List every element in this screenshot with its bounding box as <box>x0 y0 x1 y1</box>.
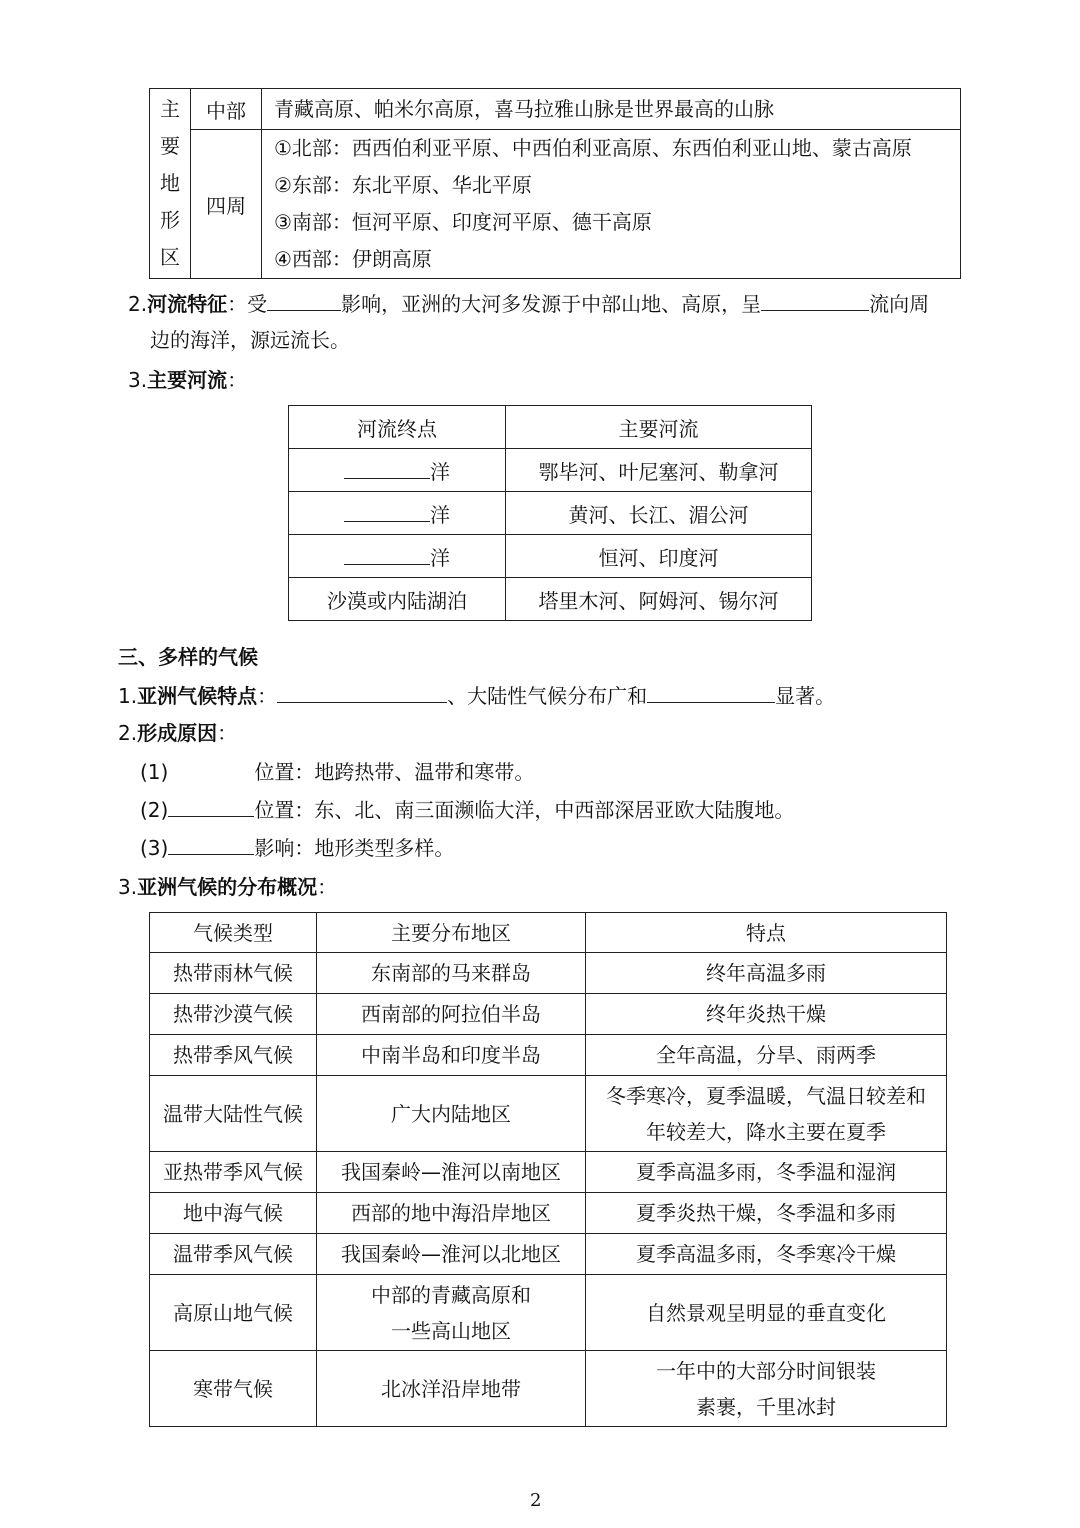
table-row <box>150 1152 947 1193</box>
table-row <box>289 578 812 621</box>
surrounding-label: 四周 <box>191 130 262 279</box>
table-row <box>150 1234 947 1275</box>
item-title: 主要河流 <box>147 368 228 392</box>
climate-type-cell: 热带雨林气候 <box>150 953 317 994</box>
surrounding-line: ①北部：西西伯利亚平原、中西伯利亚高原、东西伯利亚山地、蒙古高原 <box>274 136 912 160</box>
climate-type-cell: 高原山地气候 <box>150 1275 317 1351</box>
terrain-table <box>149 88 961 279</box>
item-number: 3. <box>128 368 148 392</box>
region-cell <box>317 1351 586 1427</box>
feature-line: 终年炎热干燥 <box>706 1002 826 1026</box>
table-row <box>289 492 812 535</box>
causes-heading <box>118 718 237 748</box>
feature-line: 年较差大，降水主要在夏季 <box>646 1119 886 1144</box>
surrounding-line: ②东部：东北平原、华北平原 <box>274 173 532 197</box>
item-number: 2. <box>118 721 138 745</box>
surrounding-text <box>262 130 961 279</box>
fill-blank[interactable] <box>277 680 447 703</box>
region-line: 中部的青藏高原和 <box>371 1282 531 1307</box>
item-title: 河流特征 <box>147 292 228 316</box>
item-number: 2. <box>128 292 148 316</box>
feature-line: 夏季炎热干燥，冬季温和多雨 <box>636 1201 896 1225</box>
river-end-cell: 沙漠或内陆湖泊 <box>289 578 506 621</box>
climate-type-cell: 热带沙漠气候 <box>150 994 317 1035</box>
region-cell <box>317 1076 586 1152</box>
climate-type-cell: 温带大陆性气候 <box>150 1076 317 1152</box>
fill-blank[interactable] <box>761 288 869 311</box>
feature-cell <box>586 953 947 994</box>
climate-type-cell: 寒带气候 <box>150 1351 317 1427</box>
fill-blank[interactable] <box>344 542 430 565</box>
table-row <box>150 1035 947 1076</box>
table-row <box>289 535 812 578</box>
region-line: 我国秦岭—淮河以南地区 <box>341 1160 561 1184</box>
text-fragment: ： <box>217 721 238 745</box>
region-line: 中南半岛和印度半岛 <box>361 1043 541 1067</box>
river-end-cell <box>289 449 506 492</box>
region-line: 广大内陆地区 <box>391 1101 511 1126</box>
cause-number: (2) <box>140 798 169 822</box>
terrain-row-header <box>150 89 191 279</box>
row-header-char: 要 <box>160 134 180 158</box>
climate-table <box>149 912 947 1427</box>
rivers-table <box>288 405 812 621</box>
river-end-cell <box>289 492 506 535</box>
region-cell <box>317 1035 586 1076</box>
text-fragment: ： <box>317 875 338 899</box>
row-header-char: 区 <box>160 245 180 269</box>
header-cell: 主要分布地区 <box>317 913 586 953</box>
feature-line: 一年中的大部分时间银装 <box>656 1358 876 1383</box>
region-cell <box>317 1234 586 1275</box>
river-names-cell: 黄河、长江、湄公河 <box>506 492 812 535</box>
cause-text: 位置：地跨热带、温带和寒带。 <box>254 760 535 784</box>
ocean-suffix: 洋 <box>430 459 450 484</box>
table-row <box>150 1351 947 1427</box>
distribution-heading <box>118 872 337 902</box>
cause-line <box>140 832 454 863</box>
feature-cell <box>586 1351 947 1427</box>
feature-line: 夏季高温多雨，冬季温和湿润 <box>636 1160 896 1184</box>
feature-line: 夏季高温多雨，冬季寒冷干燥 <box>636 1242 896 1266</box>
fill-blank[interactable] <box>267 288 341 311</box>
cause-number: (3) <box>140 836 169 860</box>
climate-type-cell: 热带季风气候 <box>150 1035 317 1076</box>
climate-type-cell: 地中海气候 <box>150 1193 317 1234</box>
ocean-suffix: 洋 <box>430 502 450 527</box>
climate-type-cell: 温带季风气候 <box>150 1234 317 1275</box>
river-names-cell: 塔里木河、阿姆河、锡尔河 <box>506 578 812 621</box>
row-header-char: 地 <box>160 171 180 195</box>
central-label: 中部 <box>191 89 262 130</box>
river-names-cell: 恒河、印度河 <box>506 535 812 578</box>
region-line: 东南部的马来群岛 <box>371 961 531 985</box>
cause-number: (1) <box>140 760 169 784</box>
region-cell <box>317 953 586 994</box>
climate-feature-line <box>118 680 835 711</box>
table-row <box>150 1193 947 1234</box>
feature-cell <box>586 1275 947 1351</box>
surrounding-line: ③南部：恒河平原、印度河平原、德干高原 <box>274 210 652 234</box>
feature-cell <box>586 994 947 1035</box>
item-title: 形成原因 <box>137 721 218 745</box>
climate-type-cell: 亚热带季风气候 <box>150 1152 317 1193</box>
item-number: 1. <box>118 684 138 708</box>
item-number: 3. <box>118 875 138 899</box>
feature-line: 全年高温，分旱、雨两季 <box>656 1043 876 1067</box>
header-cell: 气候类型 <box>150 913 317 953</box>
feature-line: 自然景观呈明显的垂直变化 <box>646 1300 886 1325</box>
table-row <box>150 953 947 994</box>
surrounding-line: ④西部：伊朗高原 <box>274 247 432 271</box>
river-end-cell <box>289 535 506 578</box>
text-fragment: ： <box>227 368 248 392</box>
text-fragment: ： <box>257 684 278 708</box>
cause-line <box>140 794 794 825</box>
text-fragment: 流向周 <box>869 292 930 316</box>
row-header-char: 主 <box>160 97 180 121</box>
table-row <box>150 994 947 1035</box>
page-number: 2 <box>530 1490 542 1511</box>
feature-cell <box>586 1152 947 1193</box>
header-cell: 主要河流 <box>506 406 812 449</box>
feature-line: 素裹，千里冰封 <box>696 1394 836 1419</box>
river-feature-line1 <box>128 288 929 319</box>
row-header-char: 形 <box>160 208 180 232</box>
region-line: 我国秦岭—淮河以北地区 <box>341 1242 561 1266</box>
main-rivers-heading <box>128 365 247 395</box>
table-row <box>150 1275 947 1351</box>
item-title: 亚洲气候特点 <box>137 684 258 708</box>
table-row <box>289 449 812 492</box>
region-line: 北冰洋沿岸地带 <box>381 1376 521 1401</box>
fill-blank[interactable] <box>168 832 254 855</box>
cause-line <box>140 756 534 787</box>
region-cell <box>317 1152 586 1193</box>
feature-cell <box>586 1076 947 1152</box>
feature-cell <box>586 1234 947 1275</box>
item-title: 亚洲气候的分布概况 <box>137 875 318 899</box>
text-fragment: 影响，亚洲的大河多发源于中部山地、高原，呈 <box>341 292 762 316</box>
fill-blank[interactable] <box>168 794 254 817</box>
central-text: 青藏高原、帕米尔高原，喜马拉雅山脉是世界最高的山脉 <box>262 89 961 130</box>
feature-cell <box>586 1193 947 1234</box>
fill-blank[interactable] <box>168 756 254 779</box>
fill-blank[interactable] <box>647 680 775 703</box>
fill-blank[interactable] <box>344 456 430 479</box>
cause-text: 位置：东、北、南三面濒临大洋，中西部深居亚欧大陆腹地。 <box>254 798 795 822</box>
river-names-cell: 鄂毕河、叶尼塞河、勒拿河 <box>506 449 812 492</box>
region-cell <box>317 1275 586 1351</box>
text-fragment: 显著。 <box>775 684 836 708</box>
cause-text: 影响：地形类型多样。 <box>254 836 455 860</box>
section-heading: 三、多样的气候 <box>118 645 258 669</box>
text-fragment: 、大陆性气候分布广和 <box>447 684 648 708</box>
feature-line: 冬季寒冷，夏季温暖，气温日较差和 <box>606 1083 926 1108</box>
text-fragment: ：受 <box>227 292 268 316</box>
header-cell: 河流终点 <box>289 406 506 449</box>
table-row <box>150 1076 947 1152</box>
header-cell: 特点 <box>586 913 947 953</box>
feature-line: 终年高温多雨 <box>706 961 826 985</box>
ocean-suffix: 洋 <box>430 545 450 570</box>
region-line: 西南部的阿拉伯半岛 <box>361 1002 541 1026</box>
region-cell <box>317 994 586 1035</box>
river-feature-line2: 边的海洋，源远流长。 <box>150 328 350 352</box>
region-line: 西部的地中海沿岸地区 <box>351 1201 551 1225</box>
feature-cell <box>586 1035 947 1076</box>
region-cell <box>317 1193 586 1234</box>
region-line: 一些高山地区 <box>391 1318 511 1343</box>
fill-blank[interactable] <box>344 499 430 522</box>
